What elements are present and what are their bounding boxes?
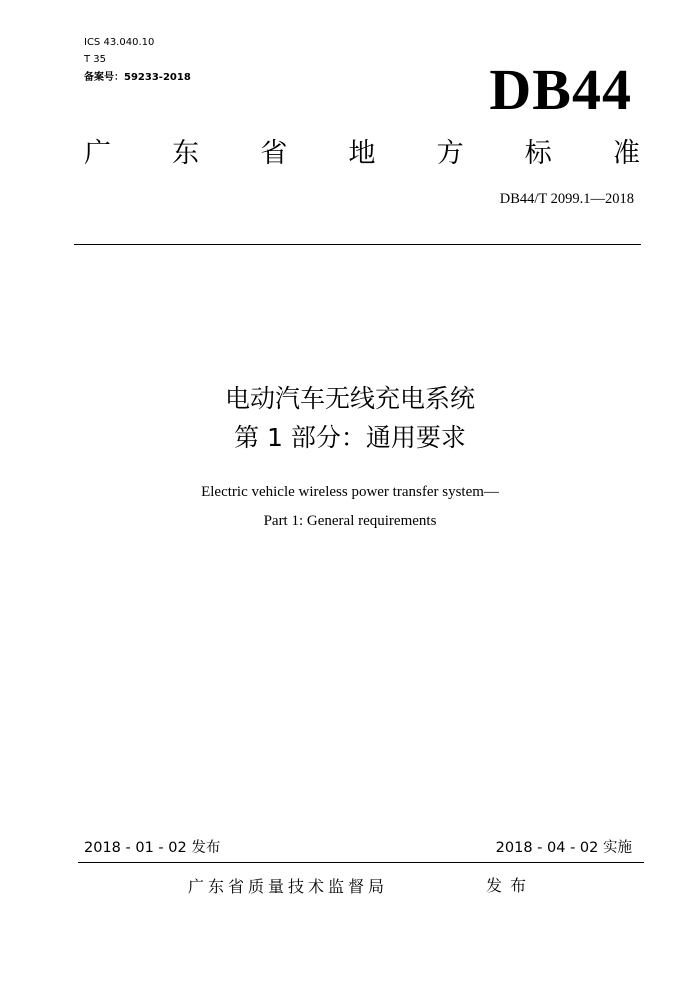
standard-type-char: 方 [436, 138, 464, 169]
title-english-line-1: Electric vehicle wireless power transfer system— [201, 484, 499, 500]
classification-code: T 35 [84, 54, 107, 65]
standard-type-char: 准 [612, 138, 640, 169]
standard-type-char: 标 [524, 138, 552, 169]
standard-type-char: 东 [172, 138, 200, 169]
record-number: 备案号：59233-2018 [84, 72, 191, 83]
standard-code-large: DB44 [489, 57, 632, 122]
standard-type-heading [84, 136, 640, 172]
implementation-date: 2018 - 04 - 02 实施 [495, 840, 632, 856]
title-chinese-line-1: 电动汽车无线充电系统 [224, 384, 475, 413]
standard-type-char: 地 [348, 138, 376, 169]
standard-number: DB44/T 2099.1—2018 [499, 191, 634, 207]
standard-type-char: 广 [84, 138, 111, 169]
ics-code: ICS 43.040.10 [84, 37, 155, 48]
issuing-authority: 广东省质量技术监督局 [188, 877, 389, 896]
title-chinese-line-2: 第 1 部分：通用要求 [234, 423, 466, 452]
top-divider [74, 244, 641, 245]
title-english-line-2: Part 1: General requirements [263, 513, 437, 529]
bottom-divider [78, 862, 644, 863]
standard-type-char: 省 [260, 138, 288, 169]
issue-date: 2018 - 01 - 02 发布 [84, 840, 221, 856]
publish-label: 发布 [486, 876, 535, 895]
